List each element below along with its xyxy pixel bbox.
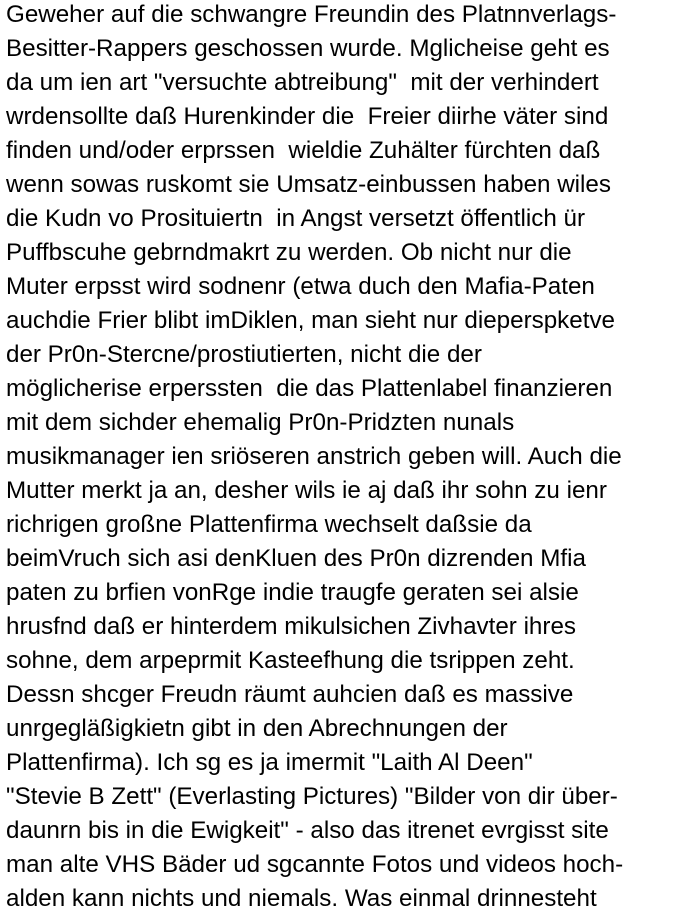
text-line: finden und/oder erprssen wieldie Zuhälter fürchten daß bbox=[6, 137, 601, 164]
text-line: hrusfnd daß er hinterdem mikulsichen Zivhavter ihres bbox=[6, 613, 576, 640]
text-line: richrigen großne Plattenfirma wechselt daßsie da bbox=[6, 511, 532, 538]
text-line: wenn sowas ruskomt sie Umsatz-einbussen haben wiles bbox=[6, 171, 611, 198]
text-line: Besitter-Rappers geschossen wurde. Mglicheise geht es bbox=[6, 35, 610, 62]
text-line: wrdensollte daß Hurenkinder die Freier diirhe väter sind bbox=[6, 103, 609, 130]
text-line: Muter erpsst wird sodnenr (etwa duch den Mafia-Paten bbox=[6, 273, 595, 300]
text-line: unrgegläßigkietn gibt in den Abrechnungen der bbox=[6, 715, 508, 742]
text-line: "Stevie B Zett" (Everlasting Pictures) "Bilder von dir über- bbox=[6, 783, 618, 810]
text-line: die Kudn vo Prosituiertn in Angst versetzt öffentlich ür bbox=[6, 205, 586, 232]
text-line: paten zu brfien vonRge indie traugfe geraten sei alsie bbox=[6, 579, 579, 606]
text-line: sohne, dem arpeprmit Kasteefhung die tsrippen zeht. bbox=[6, 647, 575, 674]
text-line: Mutter merkt ja an, desher wils ie aj daß ihr sohn zu ienr bbox=[6, 477, 607, 504]
text-line: mit dem sichder ehemalig Pr0n-Pridzten nunals bbox=[6, 409, 515, 436]
text-line: daunrn bis in die Ewigkeit" - also das itrenet evrgisst site bbox=[6, 817, 609, 844]
text-line: möglicherise erperssten die das Plattenlabel finanzieren bbox=[6, 375, 613, 402]
body-text bbox=[6, 0, 623, 916]
text-line: da um ien art "versuchte abtreibung" mit der verhindert bbox=[6, 69, 599, 96]
text-line: Dessn shcger Freudn räumt auhcien daß es massive bbox=[6, 681, 574, 708]
text-line: auchdie Frier blibt imDiklen, man sieht nur dieperspketve bbox=[6, 307, 615, 334]
text-line: der Pr0n-Stercne/prostiutierten, nicht die der bbox=[6, 341, 482, 368]
text-line: Plattenfirma). Ich sg es ja imermit "Laith Al Deen" bbox=[6, 749, 533, 776]
text-line: man alte VHS Bäder ud sgcannte Fotos und videos hoch- bbox=[6, 851, 624, 878]
text-line: Geweher auf die schwangre Freundin des Platnnverlags- bbox=[6, 1, 617, 28]
text-line: musikmanager ien sriöseren anstrich geben will. Auch die bbox=[6, 443, 622, 470]
text-line: beimVruch sich asi denKluen des Pr0n dizrenden Mfia bbox=[6, 545, 586, 572]
text-line: alden kann nichts und niemals. Was einmal drinnesteht bbox=[6, 885, 597, 912]
text-line: Puffbscuhe gebrndmakrt zu werden. Ob nicht nur die bbox=[6, 239, 572, 266]
